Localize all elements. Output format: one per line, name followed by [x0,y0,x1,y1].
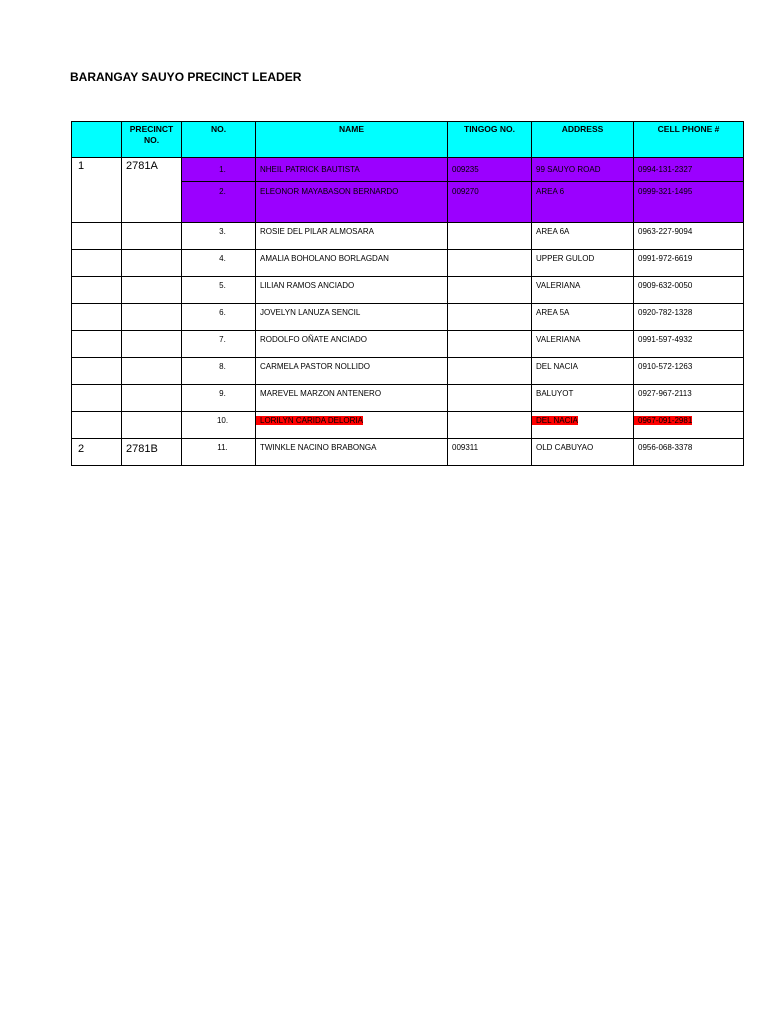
header-no: NO. [182,122,256,158]
number-cell [182,277,256,304]
tingog-cell [448,331,532,358]
address-cell [532,158,634,223]
name-cell [256,439,448,466]
tingog-cell-text: 009270 [452,187,479,196]
precinct-cell [122,250,182,277]
name-cell-text: ROSIE DEL PILAR ALMOSARA [260,227,374,236]
number-cell [182,304,256,331]
address-cell [532,250,634,277]
tingog-cell [448,304,532,331]
number-text: 11. [217,443,228,452]
name-cell-text: MAREVEL MARZON ANTENERO [260,389,382,398]
phone-cell [634,250,744,277]
precinct-cell: 2781B [122,439,182,466]
number-cell [182,439,256,466]
number-cell [182,250,256,277]
phone-cell-text: 0920-782-1328 [638,308,693,317]
name-cell [256,158,448,223]
address-cell-text: VALERIANA [536,335,581,344]
tingog-cell-line [448,160,531,181]
number-text: 4. [219,254,226,263]
table-row [72,250,744,277]
address-cell-text: DEL NACIA [532,416,578,425]
index-cell [72,223,122,250]
number-text: 6. [219,308,226,317]
phone-cell-text: 0991-972-6619 [638,254,693,263]
phone-cell-text: 0963-227-9094 [638,227,693,236]
address-cell-text: BALUYOT [536,389,574,398]
name-cell-text: AMALIA BOHOLANO BORLAGDAN [260,254,389,263]
table-row [72,277,744,304]
tingog-cell-line [448,181,531,202]
table-row [72,223,744,250]
phone-cell-text: 0927-967-2113 [638,389,692,398]
phone-cell-text: 0999-321-1495 [638,187,693,196]
phone-cell-text: 0994-131-2327 [638,165,693,174]
address-cell [532,358,634,385]
phone-cell [634,304,744,331]
address-cell-line [532,181,633,202]
address-cell [532,412,634,439]
phone-cell-text: 0991-597-4932 [638,335,693,344]
tingog-cell-text: 009311 [452,443,479,452]
index-cell [72,358,122,385]
address-cell-text: DEL NACIA [536,362,578,371]
name-cell-text: TWINKLE NACINO BRABONGA [260,443,377,452]
phone-cell [634,412,744,439]
header-name: NAME [256,122,448,158]
phone-cell [634,158,744,223]
index-cell: 2 [72,439,122,466]
number-text: 9. [219,389,226,398]
name-cell-text: JOVELYN LANUZA SENCIL [260,308,361,317]
precinct-table-1 [71,121,744,466]
address-cell [532,439,634,466]
address-cell [532,223,634,250]
number-cell-text: 2. [219,187,226,196]
name-cell [256,412,448,439]
tingog-cell [448,412,532,439]
phone-cell [634,358,744,385]
precinct-cell [122,304,182,331]
number-text: 3. [219,227,226,236]
index-cell: 1 [72,158,122,223]
address-cell-text: UPPER GULOD [536,254,595,263]
table-row [72,385,744,412]
number-text: 7. [219,335,226,344]
address-cell-text: AREA 6 [536,187,565,196]
name-cell [256,277,448,304]
tingog-cell-text: 009235 [452,165,479,174]
index-cell [72,331,122,358]
number-cell-line [182,160,255,181]
tingog-cell [448,250,532,277]
name-cell [256,331,448,358]
name-cell-text: LILIAN RAMOS ANCIADO [260,281,355,290]
phone-cell-line [634,181,743,202]
name-cell-text: LORILYN CARIDA DELORIA [256,416,363,425]
number-text: 8. [219,362,226,371]
number-cell [182,358,256,385]
phone-cell-text: 0909-632-0050 [638,281,693,290]
header-precinct: PRECINCT NO. [122,122,182,158]
table-row [72,412,744,439]
precinct-cell [122,223,182,250]
document-title: BARANGAY SAUYO PRECINCT LEADER [70,70,302,84]
header-cell [72,122,122,158]
phone-cell-line [634,160,743,181]
name-cell [256,385,448,412]
number-cell [182,331,256,358]
name-cell-line [256,160,447,181]
tingog-cell [448,358,532,385]
name-cell [256,223,448,250]
name-cell [256,304,448,331]
name-cell [256,358,448,385]
precinct-cell [122,277,182,304]
precinct-cell [122,358,182,385]
address-cell-text: AREA 5A [536,308,570,317]
index-cell [72,412,122,439]
name-cell-text: RODOLFO OÑATE ANCIADO [260,335,367,344]
address-cell-text: OLD CABUYAO [536,443,594,452]
precinct-cell [122,331,182,358]
phone-cell-text: 0910-572-1263 [638,362,693,371]
tingog-cell [448,439,532,466]
name-cell [256,250,448,277]
phone-cell [634,385,744,412]
phone-cell [634,277,744,304]
precinct-cell [122,412,182,439]
tingog-cell [448,385,532,412]
number-text: 5. [219,281,226,290]
name-cell-line [256,181,447,202]
phone-cell-text: 0956-068-3378 [638,443,693,452]
address-cell [532,304,634,331]
table-row [72,358,744,385]
address-cell [532,331,634,358]
header-row [72,122,744,158]
header-phone: CELL PHONE # [634,122,744,158]
address-cell [532,385,634,412]
name-cell-text: ELEONOR MAYABASON BERNARDO [260,187,399,196]
table-row [72,304,744,331]
number-cell [182,158,256,223]
number-cell-text: 1. [219,165,226,174]
number-cell [182,385,256,412]
phone-cell [634,331,744,358]
table-row [72,331,744,358]
phone-cell [634,223,744,250]
tingog-cell [448,277,532,304]
phone-cell-text: 0967-091-2981 [634,416,692,425]
phone-cell [634,439,744,466]
table-row [72,158,744,223]
address-cell-text: 99 SAUYO ROAD [536,165,601,174]
name-cell-text: CARMELA PASTOR NOLLIDO [260,362,370,371]
tingog-cell [448,158,532,223]
header-tingog: TINGOG NO. [448,122,532,158]
index-cell [72,385,122,412]
precinct-cell [122,385,182,412]
address-cell-text: AREA 6A [536,227,570,236]
number-cell-line [182,181,255,202]
number-cell [182,412,256,439]
index-cell [72,277,122,304]
tingog-cell [448,223,532,250]
header-address: ADDRESS [532,122,634,158]
name-cell-text: NHEIL PATRICK BAUTISTA [260,165,360,174]
precinct-cell: 2781A [122,158,182,223]
table-row [72,439,744,466]
index-cell [72,250,122,277]
number-text: 10. [216,416,229,425]
address-cell-text: VALERIANA [536,281,581,290]
address-cell-line [532,160,633,181]
number-cell [182,223,256,250]
index-cell [72,304,122,331]
address-cell [532,277,634,304]
